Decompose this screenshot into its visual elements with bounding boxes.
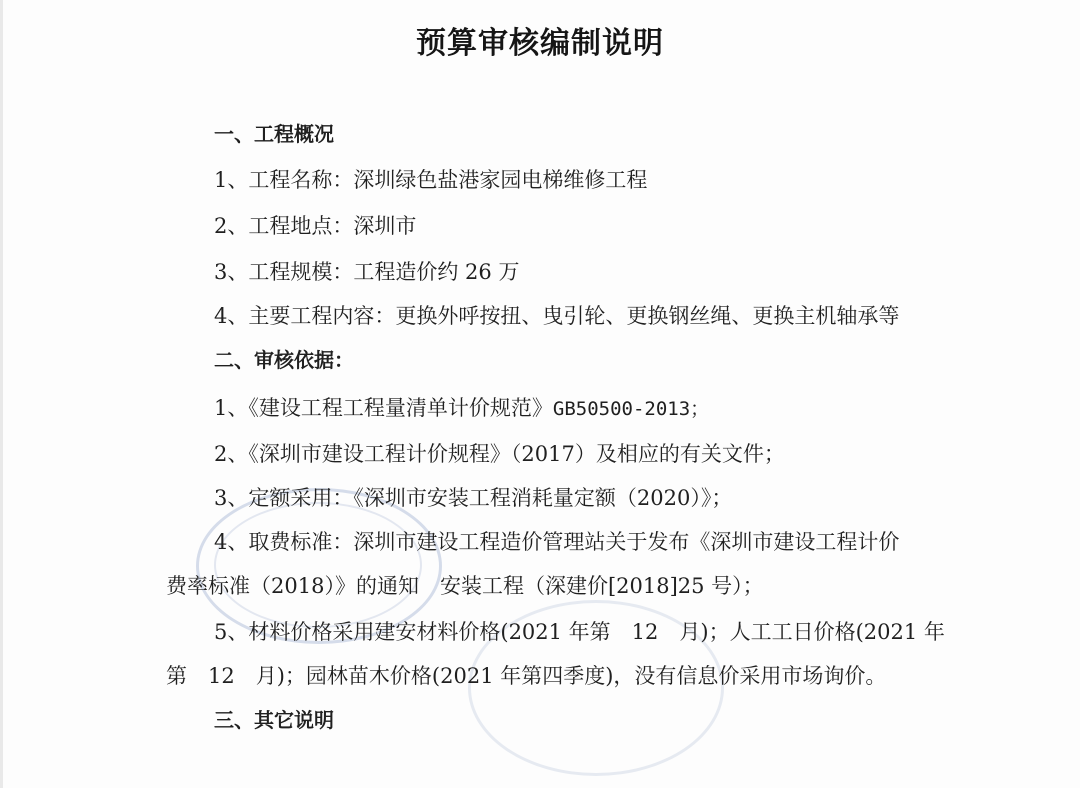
item-number: 5、 — [214, 620, 249, 644]
item-text: 定额采用：《深圳市安装工程消耗量定额（2020）》； — [248, 486, 733, 510]
item-text: 材料价格采用建安材料价格(2021 年第 12 月)；人工工日价格(2021 年 — [248, 620, 945, 644]
section-2-item-5 — [214, 616, 945, 646]
stamp-seal-inner — [214, 502, 422, 628]
section-2-item-5-continuation: 第 12 月)；园林苗木价格(2021 年第四季度)，没有信息价采用市场询价。 — [166, 664, 887, 688]
section-3-heading: 三、其它说明 — [214, 708, 334, 732]
item-number: 1、 — [214, 396, 249, 420]
item-text: 《深圳市建设工程计价规程》（2017）及相应的有关文件； — [248, 442, 785, 466]
item-code: GB50500-2013； — [552, 398, 710, 420]
item-number: 3、 — [214, 260, 249, 284]
section-1-item-2 — [214, 210, 416, 240]
item-number: 2、 — [214, 214, 249, 238]
item-label: 工程规模： — [248, 260, 354, 284]
section-1-heading: 一、工程概况 — [214, 122, 334, 146]
item-label: 工程名称： — [248, 168, 354, 192]
section-2-heading: 二、审核依据： — [214, 348, 354, 372]
item-number: 2、 — [214, 442, 249, 466]
item-text: 取费标准：深圳市建设工程造价管理站关于发布《深圳市建设工程计价 — [248, 530, 900, 554]
item-number: 1、 — [214, 168, 249, 192]
item-value: 工程造价约 26 万 — [353, 260, 520, 284]
item-number: 4、 — [214, 530, 249, 554]
item-number: 4、 — [214, 304, 249, 328]
section-2-item-4 — [214, 526, 899, 556]
section-2-item-1 — [214, 392, 709, 422]
item-label: 工程地点： — [248, 214, 354, 238]
section-2-item-4-continuation: 费率标准（2018）》的通知 安装工程（深建价[2018]25 号）； — [166, 574, 764, 598]
item-value: 深圳绿色盐港家园电梯维修工程 — [353, 168, 648, 192]
item-number: 3、 — [214, 486, 249, 510]
section-1-item-3 — [214, 256, 519, 286]
item-value: 深圳市 — [353, 214, 417, 238]
section-2-item-2 — [214, 438, 785, 468]
page-edge — [0, 0, 3, 788]
section-1-item-1 — [214, 164, 647, 194]
section-2-item-3 — [214, 482, 732, 512]
item-label: 主要工程内容： — [248, 304, 396, 328]
document-title: 预算审核编制说明 — [416, 26, 664, 61]
item-text: 《建设工程工程量清单计价规范》 — [248, 396, 553, 420]
section-1-item-4 — [214, 300, 899, 330]
item-value: 更换外呼按扭、曳引轮、更换钢丝绳、更换主机轴承等 — [395, 304, 900, 328]
